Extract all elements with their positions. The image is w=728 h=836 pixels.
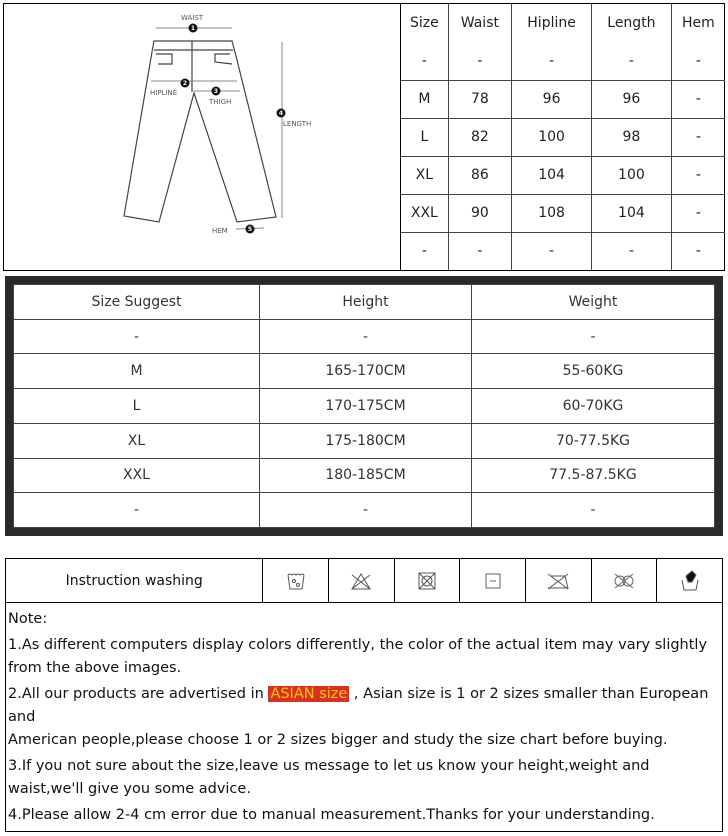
- table-cell: 100: [592, 156, 672, 194]
- table-cell: -: [260, 493, 472, 528]
- table-cell: M: [401, 80, 448, 118]
- table-cell: 77.5-87.5KG: [472, 458, 715, 493]
- notes-title: Note:: [8, 611, 48, 627]
- table-row: [401, 118, 725, 156]
- table-cell: 170-175CM: [260, 389, 472, 424]
- table-row: [401, 156, 725, 194]
- table-cell: -: [671, 194, 725, 232]
- table-row: [14, 389, 715, 424]
- size-table: [401, 4, 725, 270]
- label-waist: WAIST: [181, 14, 204, 22]
- header-cell: Size Suggest: [14, 285, 260, 320]
- header-cell: Weight: [472, 285, 715, 320]
- table-cell: -: [472, 493, 715, 528]
- table-cell: XL: [14, 423, 260, 458]
- table-cell: M: [14, 354, 260, 389]
- table-cell: -: [671, 156, 725, 194]
- header-cell: Size: [401, 4, 448, 42]
- header-cell: Hem: [671, 4, 725, 42]
- table-cell: -: [260, 319, 472, 354]
- header-cell: Height: [260, 285, 472, 320]
- washing-label: Instruction washing: [65, 572, 203, 589]
- notes-section: [5, 602, 723, 832]
- marker-5: 5: [247, 226, 253, 233]
- table-row: [401, 232, 725, 270]
- table-cell: 96: [512, 80, 592, 118]
- table-row: [14, 319, 715, 354]
- table-cell: -: [671, 80, 725, 118]
- asian-size-highlight: ASIAN size: [270, 686, 348, 702]
- washing-instructions: [5, 558, 723, 603]
- table-cell: 175-180CM: [260, 423, 472, 458]
- table-cell: 96: [592, 80, 672, 118]
- table-cell: 86: [448, 156, 511, 194]
- table-cell: -: [592, 42, 672, 80]
- no-dry-clean-icon: [591, 559, 657, 602]
- table-cell: 100: [512, 118, 592, 156]
- table-row: [401, 194, 725, 232]
- note-2: [8, 683, 720, 729]
- table-cell: XL: [401, 156, 448, 194]
- marker-4: 4: [278, 110, 284, 117]
- wash-30-icon: [262, 559, 328, 602]
- table-cell: XXL: [14, 458, 260, 493]
- table-cell: 104: [512, 156, 592, 194]
- no-iron-icon: [525, 559, 591, 602]
- table-cell: -: [592, 232, 672, 270]
- table-cell: -: [14, 493, 260, 528]
- marker-2: 2: [182, 80, 188, 87]
- table-cell: XXL: [401, 194, 448, 232]
- table-cell: 98: [592, 118, 672, 156]
- size-suggest-section: [5, 276, 723, 536]
- table-cell: 55-60KG: [472, 354, 715, 389]
- label-hipline: HIPLINE: [150, 89, 178, 97]
- label-thigh: THIGH: [209, 98, 232, 106]
- note-2-text-cont: , Asian size is 1 or 2 sizes smaller than European and: [8, 686, 709, 725]
- no-tumble-dry-icon: [394, 559, 460, 602]
- table-cell: L: [401, 118, 448, 156]
- table-row: [14, 493, 715, 528]
- note-3: 3.If you not sure about the size,leave us message to let us know your height,weight and waist,we'll give you some advice.: [8, 758, 650, 797]
- table-header: [14, 285, 715, 320]
- table-cell: -: [512, 232, 592, 270]
- table-header: [401, 4, 725, 42]
- table-cell: -: [448, 232, 511, 270]
- header-cell: Hipline: [512, 4, 592, 42]
- label-length: LENGTH: [283, 120, 312, 128]
- hand-wash-icon: [656, 559, 722, 602]
- size-chart-section: [3, 3, 725, 271]
- table-row: [401, 80, 725, 118]
- table-cell: -: [448, 42, 511, 80]
- no-bleach-icon: [328, 559, 394, 602]
- note-4: 4.Please allow 2-4 cm error due to manual measurement.Thanks for your understanding.: [8, 807, 655, 823]
- marker-1: 1: [190, 25, 196, 32]
- label-hem: HEM: [212, 227, 228, 235]
- table-cell: -: [671, 118, 725, 156]
- dry-flat-icon: [459, 559, 525, 602]
- table-cell: -: [671, 232, 725, 270]
- table-row: [14, 423, 715, 458]
- table-cell: 70-77.5KG: [472, 423, 715, 458]
- table-cell: -: [512, 42, 592, 80]
- table-row: [14, 354, 715, 389]
- pants-diagram: [4, 4, 401, 270]
- table-cell: -: [401, 232, 448, 270]
- note-1: 1.As different computers display colors differently, the color of the actual item may vary slightly from the above images.: [8, 637, 708, 676]
- table-cell: 60-70KG: [472, 389, 715, 424]
- note-2-line-2: American people,please choose 1 or 2 sizes bigger and study the size chart before buying.: [8, 732, 668, 748]
- table-cell: 180-185CM: [260, 458, 472, 493]
- table-cell: -: [472, 319, 715, 354]
- table-cell: 104: [592, 194, 672, 232]
- table-row: [14, 458, 715, 493]
- header-cell: Length: [592, 4, 672, 42]
- table-row: [401, 42, 725, 80]
- table-cell: -: [401, 42, 448, 80]
- table-cell: 165-170CM: [260, 354, 472, 389]
- table-cell: L: [14, 389, 260, 424]
- table-cell: 108: [512, 194, 592, 232]
- table-cell: 90: [448, 194, 511, 232]
- table-cell: 82: [448, 118, 511, 156]
- header-cell: Waist: [448, 4, 511, 42]
- marker-3: 3: [213, 88, 219, 95]
- table-cell: -: [671, 42, 725, 80]
- table-cell: 78: [448, 80, 511, 118]
- note-2-text: 2.All our products are advertised in: [8, 686, 269, 702]
- size-suggest-table: [13, 284, 715, 528]
- table-cell: -: [14, 319, 260, 354]
